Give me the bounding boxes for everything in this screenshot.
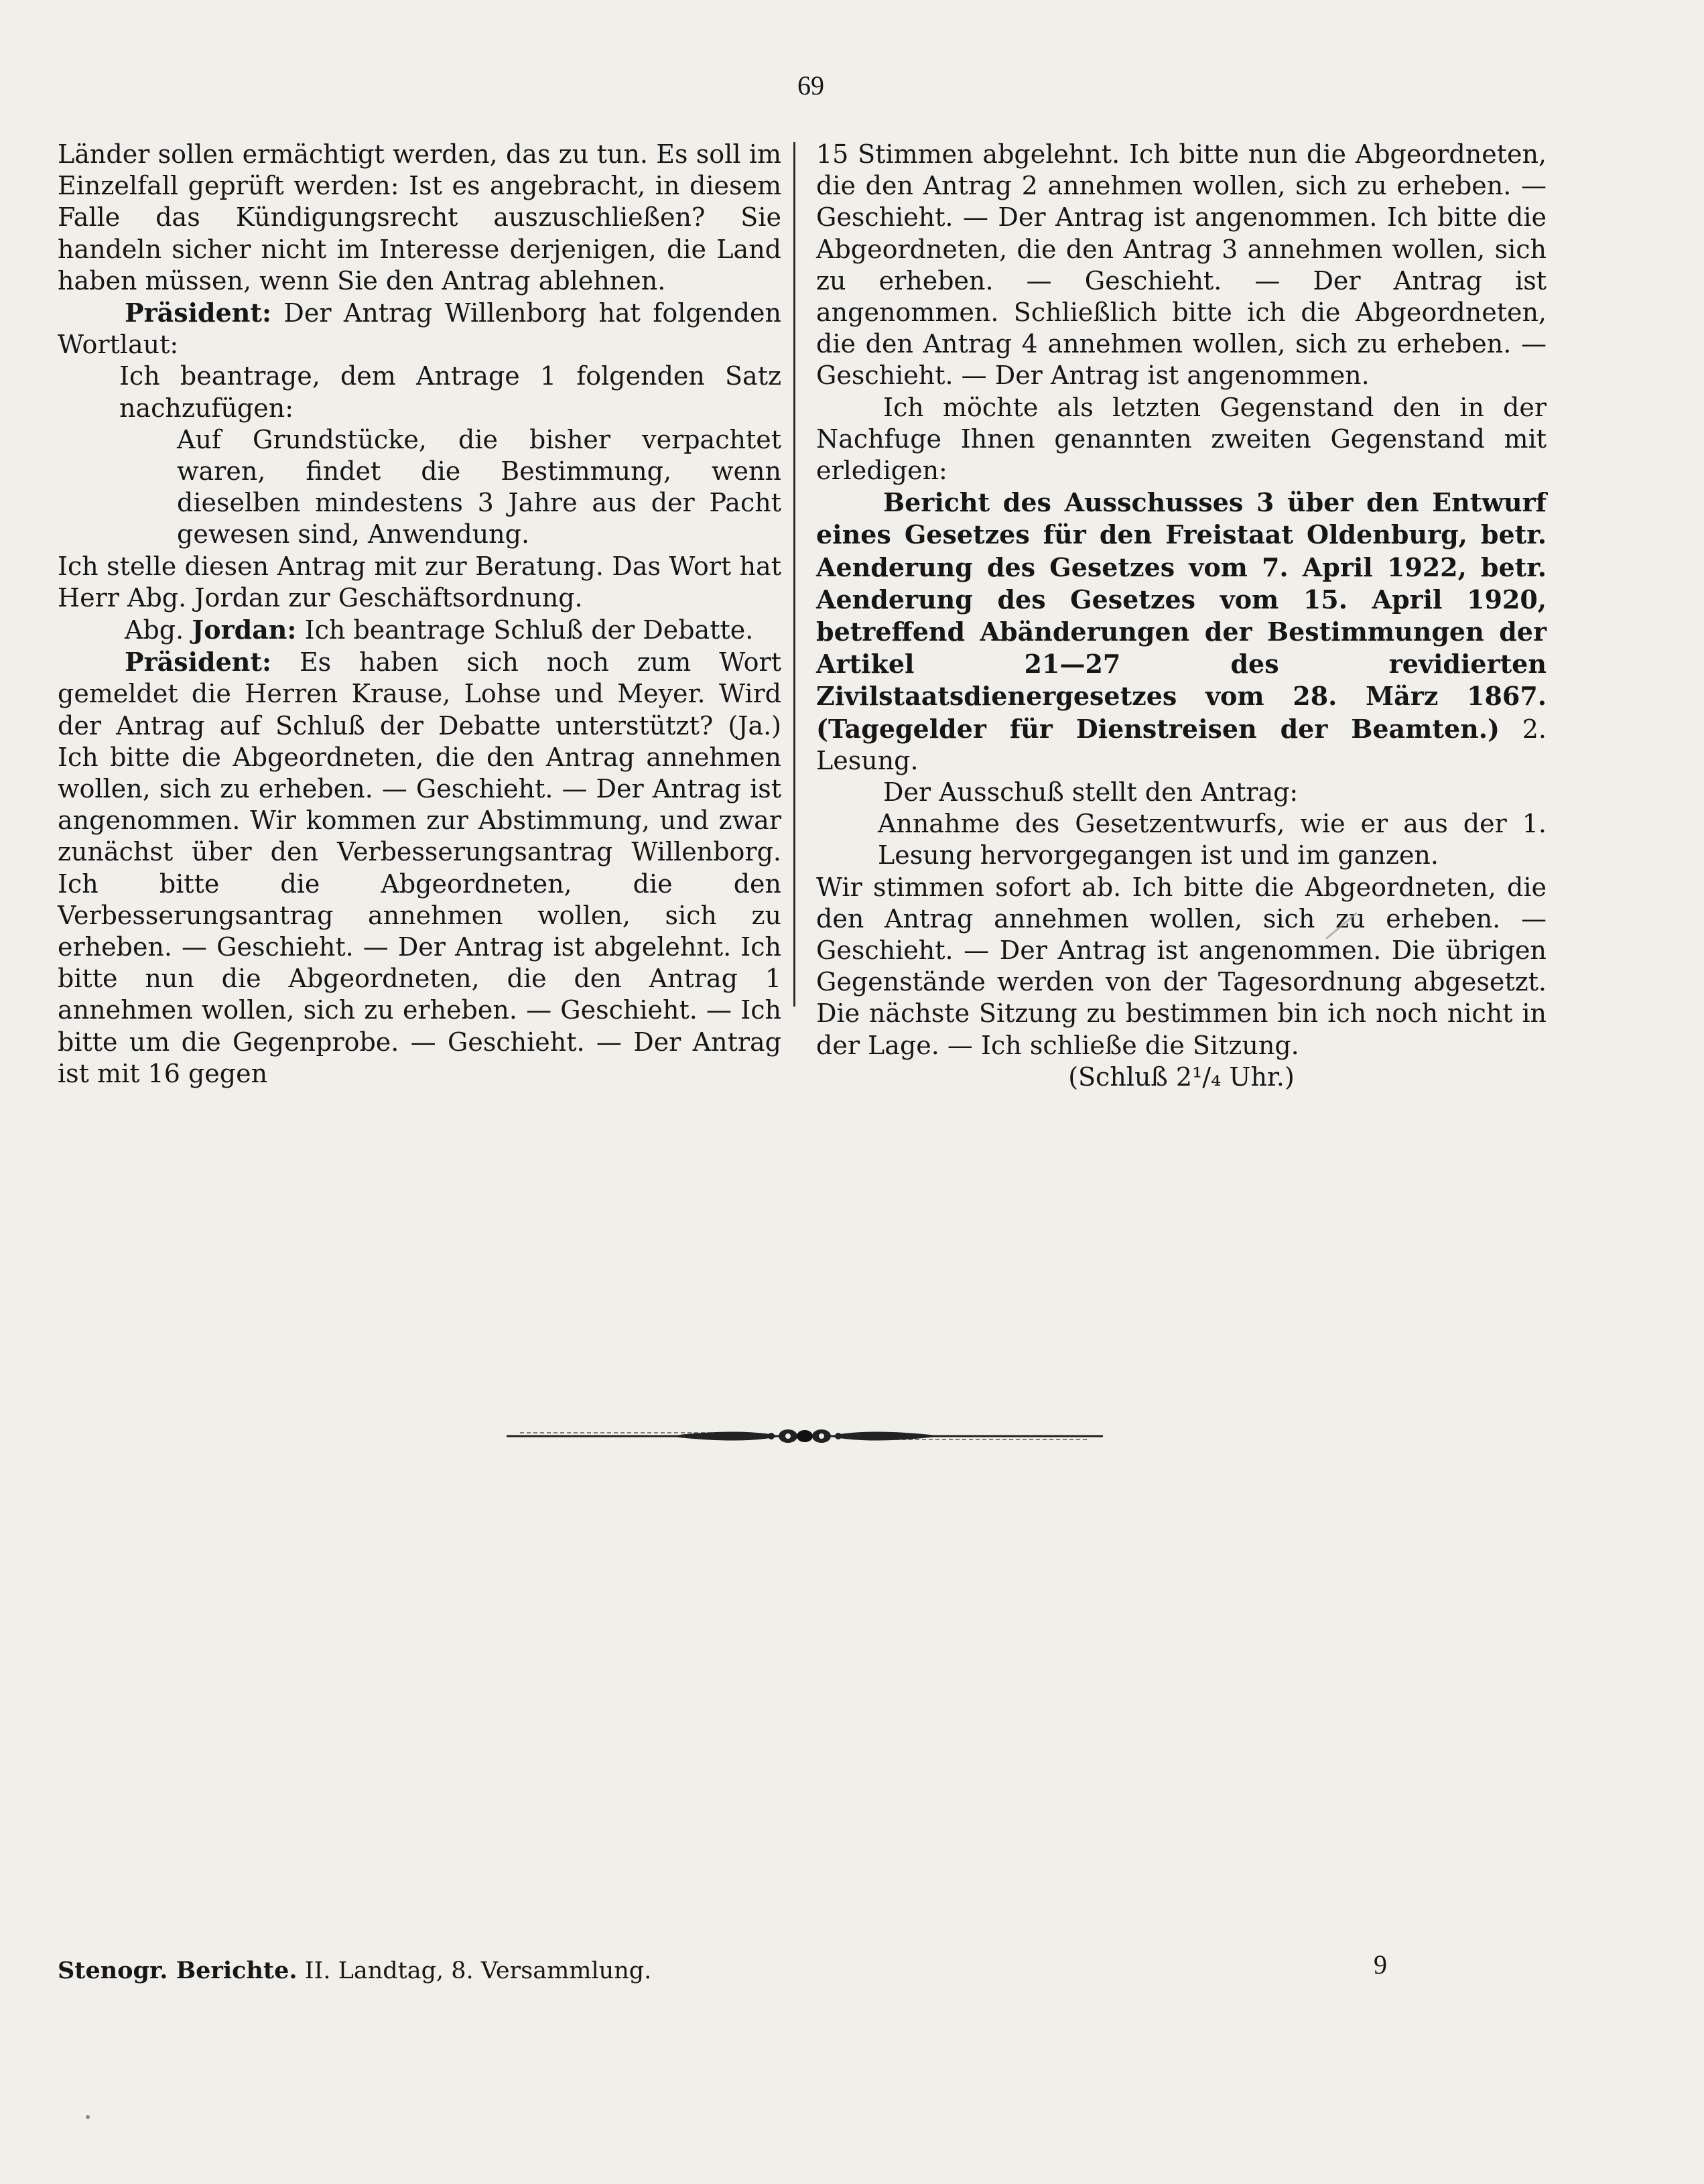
agenda-item-reading: 2. Lesung. xyxy=(816,714,1547,775)
session-closing: (Schluß 2¹/₄ Uhr.) xyxy=(1068,1062,1295,1092)
speech-text: Ich beantrage Schluß der Debatte. xyxy=(304,615,754,645)
speaker-label: Präsident: xyxy=(125,647,272,678)
ornamental-divider xyxy=(507,1419,1103,1453)
right-paragraph-4: Der Ausschuß stellt den Antrag: xyxy=(883,777,1299,808)
footer-session: II. Landtag, 8. Versammlung. xyxy=(304,1957,652,1984)
left-paragraph-2 xyxy=(58,297,781,361)
speaker-label: Jordan: xyxy=(192,615,297,645)
speech-text: Es haben sich noch zum Wort gemeldet die Herren Krause, Lohse und Meyer. Wird der Antrag auf Schluß der Debatte unterstützt? (Ja.) Ich bitte die Abgeordneten, die den Antrag annehmen wollen, sich zu erheben. — Geschieht. — Der Antrag ist angenommen. Wir kommen zur Abstimmung, und zwar zunächst über den Verbesserungsantrag Willenborg. Ich bitte die Abgeordneten, die den Verbesserungsantrag annehmen wollen, sich zu erheben. — Geschieht. — Der Antrag ist abgelehnt. Ich bitte nun die Abgeordneten, die den Antrag 1 annehmen wollen, sich zu erheben. — Geschieht. — Ich bitte um die Gegenprobe. — Geschieht. — Der Antrag ist mit 16 gegen xyxy=(58,647,781,1088)
page-number: 69 xyxy=(797,70,824,101)
footer-title: Stenogr. Berichte. xyxy=(58,1957,298,1984)
quoted-amendment: Auf Grundstücke, die bisher verpachtet waren, findet die Bestimmung, wenn dieselben mindestens 3 Jahre aus der Pacht gewesen sind, Anwendung. xyxy=(177,424,781,550)
right-paragraph-5: Wir stimmen sofort ab. Ich bitte die Abgeordneten, die den Antrag annehmen wollen, sich zu erheben. — Geschieht. — Der Antrag ist angenommen. Die übrigen Gegenstände werden von der Tagesordnung abgesetzt. Die nächste Sitzung zu bestimmen bin ich noch nicht in der Lage. — Ich schließe die Sitzung. xyxy=(816,872,1547,1060)
speaker-label: Präsident: xyxy=(125,298,272,328)
committee-motion: Annahme des Gesetzentwurfs, wie er aus der 1. Lesung hervorgegangen ist und im ganzen. xyxy=(878,809,1547,871)
scan-artifact-dot xyxy=(86,2115,90,2119)
left-paragraph-4 xyxy=(58,614,781,646)
quoted-motion: Ich beantrage, dem Antrage 1 folgenden Satz nachzufügen: xyxy=(119,361,781,423)
left-paragraph-5 xyxy=(58,646,781,1090)
footer-publication xyxy=(58,1957,651,1984)
right-column xyxy=(816,139,1547,1093)
left-paragraph-1: Länder sollen ermächtigt werden, das zu tun. Es soll im Einzelfall geprüft werden: Ist es angebracht, in diesem Falle das Kündigungsrecht auszuschließen? Sie handeln sicher nicht im Interesse derjenigen, die Land haben müssen, wenn Sie den Antrag ablehnen. xyxy=(58,139,781,296)
column-divider xyxy=(793,142,795,1007)
signature-mark: 9 xyxy=(1374,1949,1387,1980)
right-paragraph-1: 15 Stimmen abgelehnt. Ich bitte nun die Abgeordneten, die den Antrag 2 annehmen wollen, sich zu erheben. — Geschieht. — Der Antrag ist angenommen. Ich bitte die Abgeordneten, die den Antrag 3 annehmen wollen, sich zu erheben. — Geschieht. — Der Antrag ist angenommen. Schließlich bitte ich die Abgeordneten, die den Antrag 4 annehmen wollen, sich zu erheben. — Geschieht. — Der Antrag ist angenommen. xyxy=(816,139,1547,391)
agenda-item xyxy=(816,487,1547,777)
speech-text: Der Antrag Willenborg hat folgenden Wortlaut: xyxy=(58,298,781,360)
speaker-prefix: Abg. xyxy=(125,615,184,645)
left-paragraph-3: Ich stelle diesen Antrag mit zur Beratung. Das Wort hat Herr Abg. Jordan zur Geschäftsordnung. xyxy=(58,551,781,613)
agenda-item-title: Bericht des Ausschusses 3 über den Entwurf eines Gesetzes für den Freistaat Oldenburg, betr. Aenderung des Gesetzes vom 7. April 1922, betr. Aenderung des Gesetzes vom 15. April 1920, betreffend Abänderungen der Bestimmungen der Artikel 21—27 des revidierten Zivilstaatsdienergesetzes vom 28. März 1867. (Tagegelder für Dienstreisen der Beamten.) xyxy=(816,487,1547,744)
left-column xyxy=(58,139,781,1090)
right-paragraph-2: Ich möchte als letzten Gegenstand den in der Nachfuge Ihnen genannten zweiten Gegenstand mit erledigen: xyxy=(816,392,1547,486)
